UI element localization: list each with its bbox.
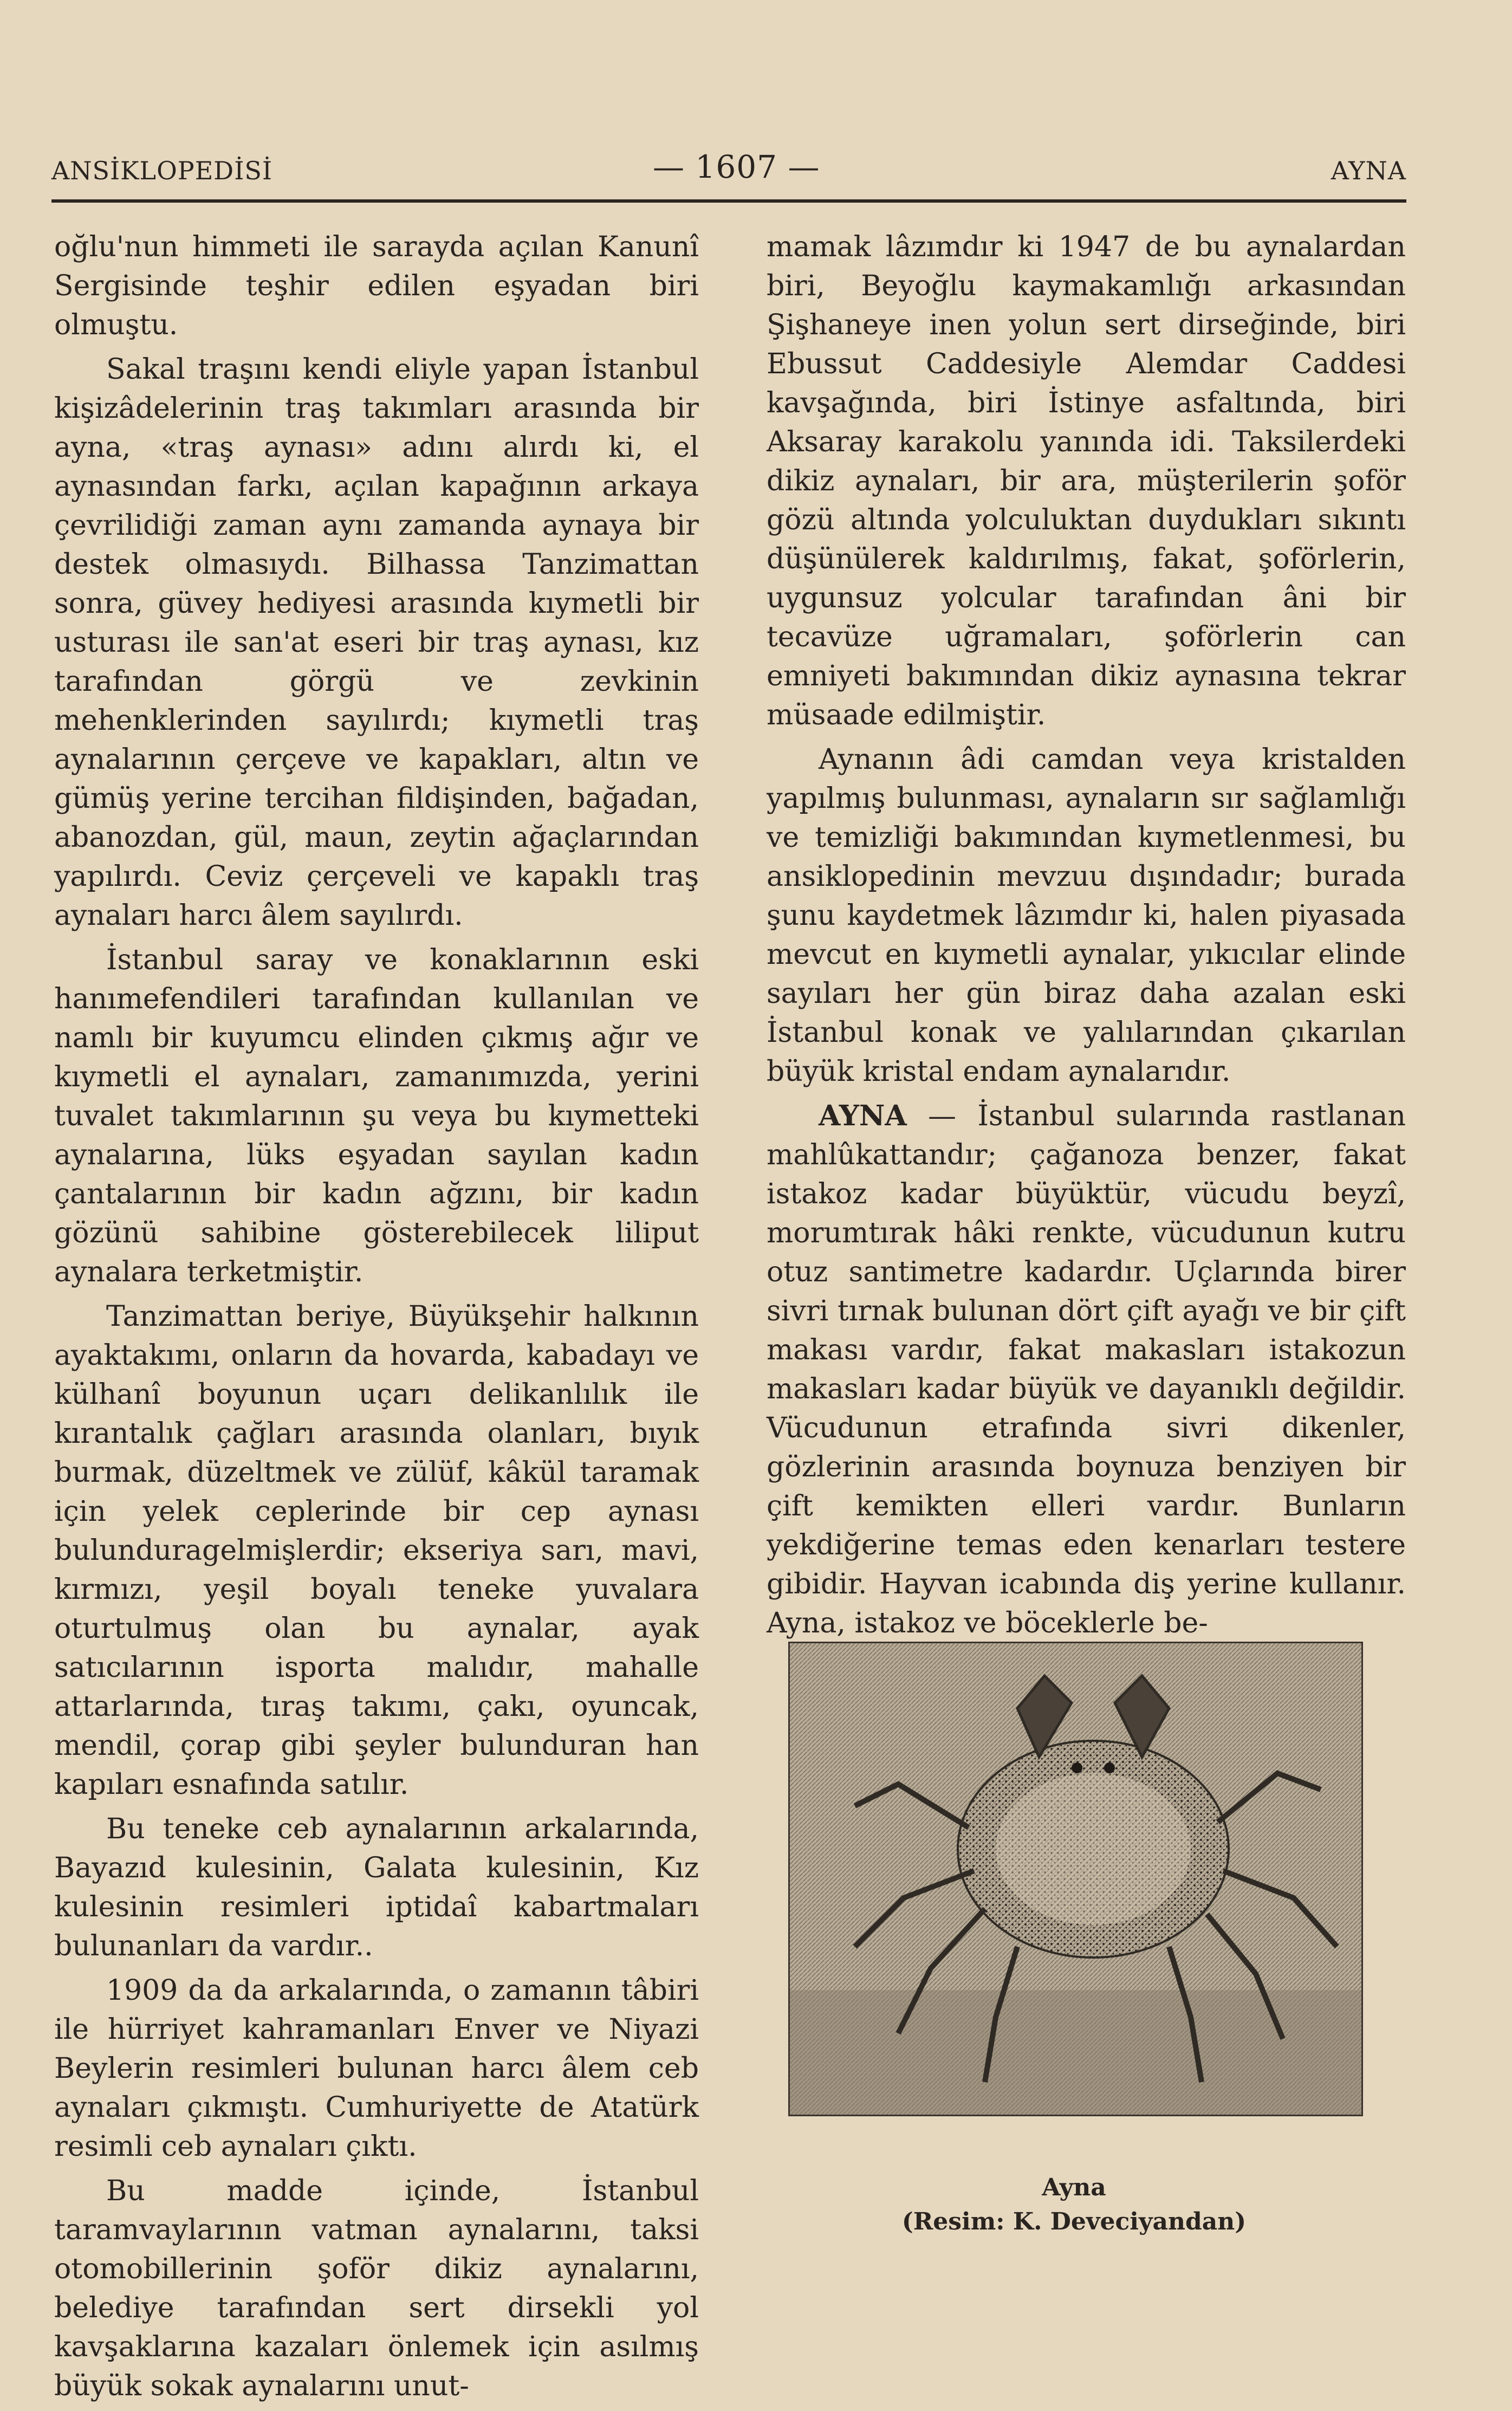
header-right: AYNA: [1331, 156, 1406, 185]
page-number: — 1607 —: [653, 148, 820, 185]
paragraph: İstanbul saray ve konaklarının eski hanımefendileri tarafından kullanılan ve namlı bir kuyumcu elinden çıkmış ağır ve kıymetli el aynaları, zamanımızda, yerini tuvalet takımlarının şu veya bu kıymetteki aynalarına, lüks eşyadan sayılan kadın çantalarının bir kadın ağzını, bir kadın gözünü sahibine gösterebilecek liliput aynalara terketmiştir.: [54, 944, 699, 1288]
figure-caption: Ayna: [1042, 2174, 1106, 2201]
page-header: [51, 148, 1406, 189]
paragraph: 1909 da da arkalarında, o zamanın tâbiri ile hürriyet kahramanları Enver ve Niyazi Beylerin resimleri bulunan harcı âlem ceb aynaları çıkmıştı. Cumhuriyette de Atatürk resimli ceb aynaları çıktı.: [54, 1974, 699, 2163]
entry-text: — İstanbul sularında rastlanan mahlûkattandır; çağanoza benzer, fakat istakoz kadar büyüktür, vücudu beyzî, morumtırak hâki renkte, vücudunun kutru otuz santimetre kadardır. Uçlarında birer sivri tırnak bulunan dört çift ayağı ve bir çift makası vardır, fakat makasları istakozun makasları kadar büyük ve dayanıklı değildir. Vücudunun etrafında sivri dikenler, gözlerinin arasında boynuza benziyen bir çift kemikten elleri vardır. Bunların yekdiğerine temas eden kenarları testere gibidir. Hayvan icabında diş yerine kullanır. Ayna, istakoz ve böceklerle be-: [767, 1100, 1406, 1639]
paragraph: Aynanın âdi camdan veya kristalden yapılmış bulunması, aynaların sır sağlamlığı ve temizliği bakımından kıymetlenmesi, bu ansiklopedinin mevzuu dışındadır; burada şunu kaydetmek lâzımdır ki, halen piyasada mevcut en kıymetli aynalar, yıkıcılar elinde sayıları her gün biraz daha azalan eski İstanbul konak ve yalılarından çıkarılan büyük kristal endam aynalarıdır.: [767, 743, 1406, 1088]
paragraph: oğlu'nun himmeti ile sarayda açılan Kanunî Sergisinde teşhir edilen eşyadan biri olmuştu.: [54, 231, 699, 341]
figure-credit: (Resim: K. Deveciyandan): [901, 2208, 1247, 2235]
crab-illustration: [788, 1642, 1363, 2116]
header-left: ANSİKLOPEDİSİ: [51, 156, 273, 185]
paragraph: Tanzimattan beriye, Büyükşehir halkının ayaktakımı, onların da hovarda, kabadayı ve külhanî boyunun uçarı delikanlılık ile kırantalık çağları arasında olanları, bıyık burmak, düzeltmek ve zülüf, kâkül taramak için yelek ceplerinde bir cep aynası bulunduragelmişlerdir; ekseriya sarı, mavi, kırmızı, yeşil boyalı teneke yuvalara oturtulmuş olan bu aynalar, ayak satıcılarının isporta malıdır, mahalle attarlarında, tıraş takımı, çakı, oyuncak, mendil, çorap gibi şeyler bulunduran han kapıları esnafında satılır.: [54, 1300, 699, 1801]
left-column: [54, 228, 699, 2411]
paragraph: Bu teneke ceb aynalarının arkalarında, Bayazıd kulesinin, Galata kulesinin, Kız kulesinin resimleri iptidaî kabartmaları bulunanları da vardır..: [54, 1813, 699, 1962]
crab-drawing: [790, 1643, 1361, 2115]
header-rule: [51, 199, 1406, 203]
right-column: [767, 228, 1406, 1648]
paragraph: Bu madde içinde, İstanbul taramvaylarının vatman aynalarını, taksi otomobillerinin şoför dikiz aynalarını, belediye tarafından sert dirsekli yol kavşaklarına kazaları önlemek için asılmış büyük sokak aynalarını unut-: [54, 2175, 699, 2402]
paragraph: Sakal traşını kendi eliyle yapan İstanbul kişizâdelerinin traş takımları arasında bir ayna, «traş aynası» adını alırdı ki, el aynasından farkı, açılan kapağının arkaya çevrilidiği zaman aynı zamanda aynaya bir destek olmasıydı. Bilhassa Tanzimattan sonra, güvey hediyesi arasında kıymetli bir usturası ile san'at eseri bir traş aynası, kız tarafından görgü ve zevkinin mehenklerinden sayılırdı; kıymetli traş aynalarının çerçeve ve kapakları, altın ve gümüş yerine tercihan fildişinden, bağadan, abanozdan, gül, maun, zeytin ağaçlarından yapılırdı. Ceviz çerçeveli ve kapaklı traş aynaları harcı âlem sayılırdı.: [54, 353, 699, 932]
entry-paragraph: [767, 1097, 1406, 1643]
paragraph: mamak lâzımdır ki 1947 de bu aynalardan biri, Beyoğlu kaymakamlığı arkasından Şişhaneye inen yolun sert dirseğinde, biri Ebussut Caddesiyle Alemdar Caddesi kavşağında, biri İstinye asfaltında, biri Aksaray karakolu yanında idi. Taksilerdeki dikiz aynaları, bir ara, müşterilerin şoför gözü altında yolculuktan duydukları sıkıntı düşünülerek kaldırılmış, fakat, şoförlerin, uygunsuz yolcular tarafından âni bir tecavüze uğramaları, şoförlerin can emniyeti bakımından dikiz aynasına tekrar müsaade edilmiştir.: [767, 231, 1406, 731]
entry-headword: AYNA: [819, 1099, 907, 1132]
